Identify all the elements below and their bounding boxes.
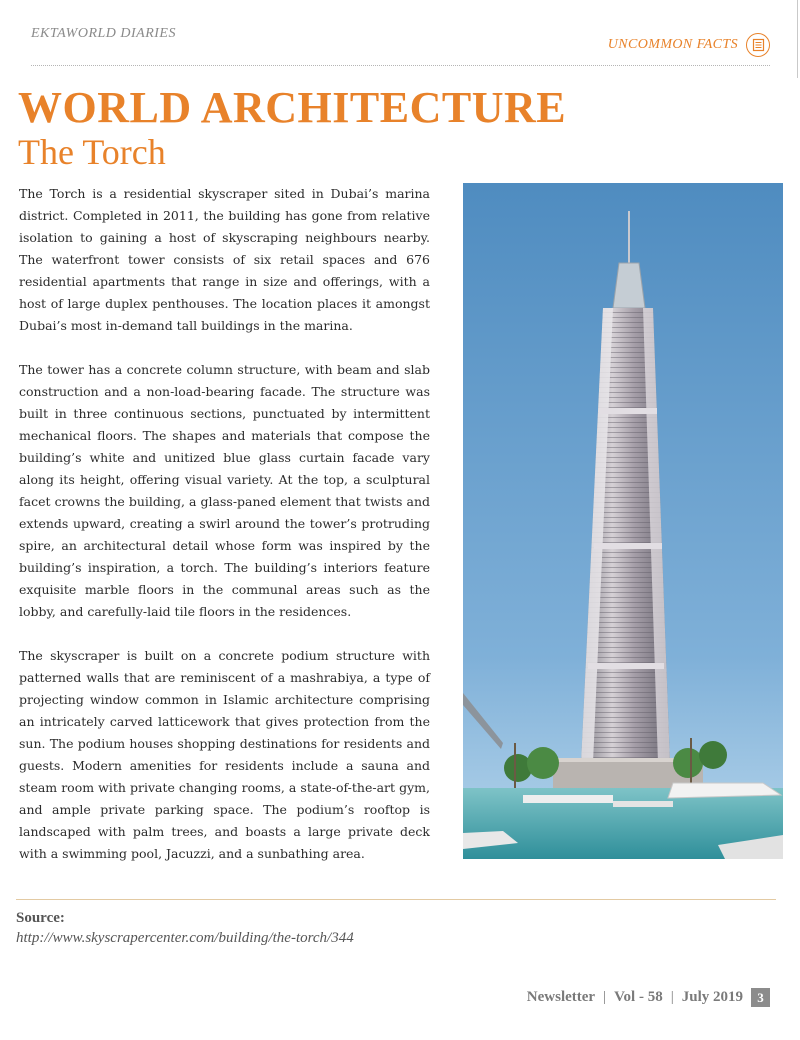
notes-icon — [746, 33, 770, 57]
article-paragraph: The tower has a concrete column structure, with beam and slab construction and a non-load-bearing facade. The structure was built in three continuous sections, punctuated by intermittent mechanical floors. The shapes and materials that compose the building’s white and unitized blue glass curtain facade vary along its height, offering visual variety. At the top, a sculptural facet crowns the building, a glass-paned element that twists and extends upward, creating a swirl around the tower’s protruding spire, an architectural detail whose form was inspired by the building’s inspiration, a torch. The building’s interiors feature exquisite marble floors in the communal areas such as the lobby, and carefully-laid tile floors in the residences. — [19, 362, 430, 619]
footer — [527, 988, 770, 1007]
footer-separator: | — [670, 989, 674, 1005]
header-divider — [31, 65, 770, 66]
footer-separator: | — [603, 989, 607, 1005]
page-subtitle: The Torch — [18, 132, 166, 172]
source-divider — [16, 899, 776, 900]
page-edge-rule — [797, 0, 798, 78]
section-label-text: UNCOMMON FACTS — [607, 37, 738, 52]
torch-tower-photo — [463, 183, 783, 859]
footer-newsletter: Newsletter — [526, 989, 596, 1005]
source-label: Source: — [16, 910, 65, 926]
article-paragraph: The Torch is a residential skyscraper sited in Dubai’s marina district. Completed in 2011, the building has gone from relative isolation to gaining a host of skyscraping neighbours nearby. The waterfront tower consists of six retail spaces and 676 residential apartments that range in size and offerings, with a host of large duplex penthouses. The location places it amongst Dubai’s most in-demand tall buildings in the marina. — [19, 186, 430, 333]
page-number-badge: 3 — [751, 988, 770, 1007]
article-paragraph: The skyscraper is built on a concrete podium structure with patterned walls that are reminiscent of a mashrabiya, a type of projecting window common in Islamic architecture comprising an intricately carved latticework that gives protection from the sun. The podium houses shopping destinations for residents and guests. Modern amenities for residents include a sauna and steam room with private changing rooms, a state-of-the-art gym, and ample private parking space. The podium’s rooftop is landscaped with palm trees, and boasts a large private deck with a swimming pool, Jacuzzi, and a sunbathing area. — [19, 648, 430, 861]
footer-date: July 2019 — [681, 989, 743, 1005]
section-label — [608, 33, 770, 57]
source-link[interactable]: http://www.skyscrapercenter.com/building/the-torch/344 — [16, 930, 354, 946]
footer-volume: Vol - 58 — [614, 989, 663, 1005]
article-body — [19, 183, 430, 887]
page-title: WORLD ARCHITECTURE — [18, 83, 567, 132]
publication-label: EKTAWORLD DIARIES — [31, 26, 176, 41]
